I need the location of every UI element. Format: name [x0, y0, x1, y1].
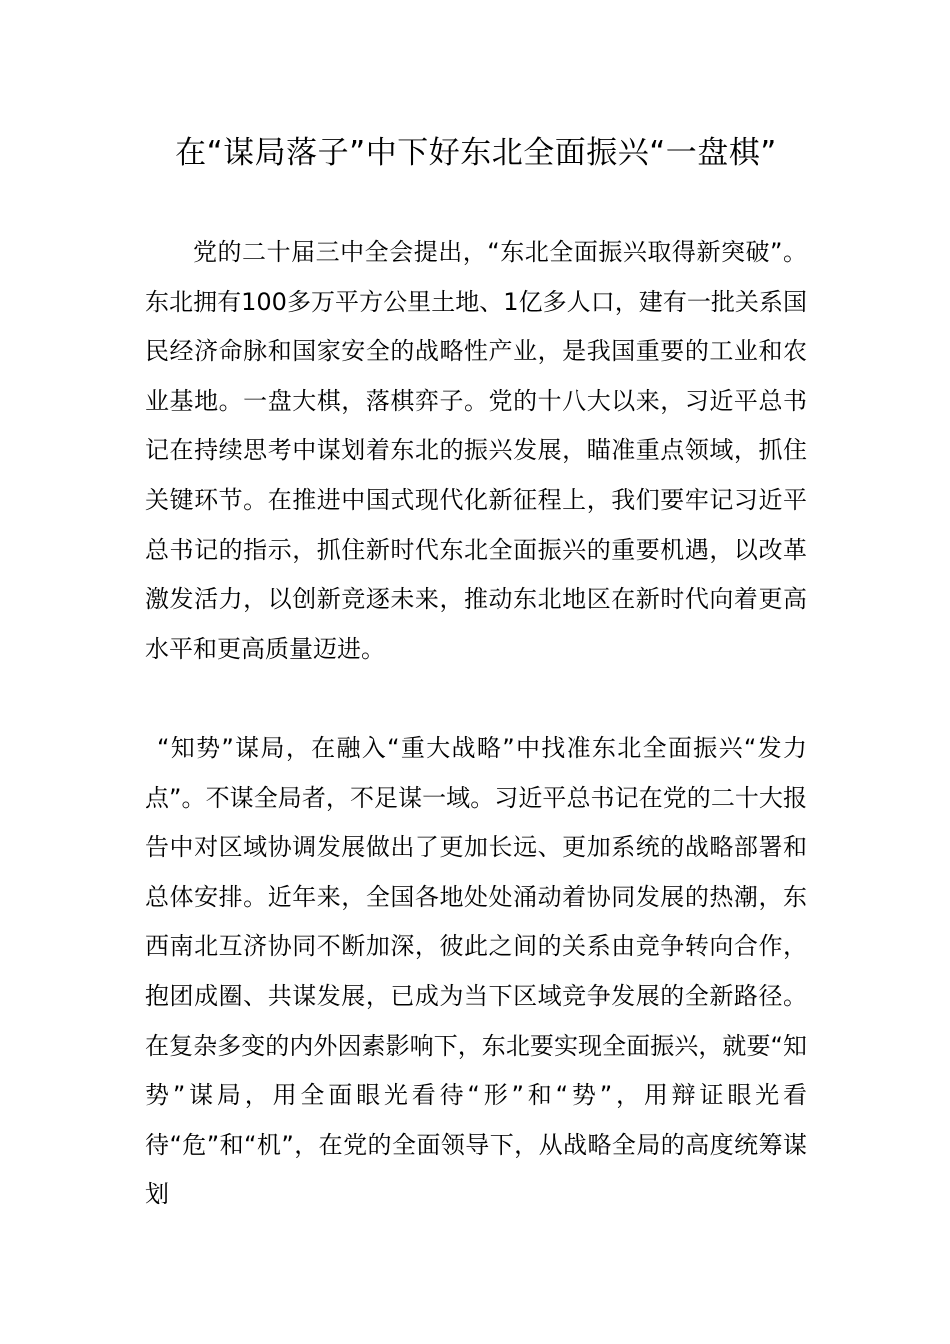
document-title: 在“谋局落子”中下好东北全面振兴“一盘棋” [175, 135, 777, 171]
paragraph-zhishi-mouju: “知势”谋局，在融入“重大战略”中找准东北全面振兴“发力点”。不谋全局者，不足谋一域。习近平总书记在党的二十大报告中对区域协调发展做出了更加长远、更加系统的战略部署和总体安排。近年来，全国各地处处涌动着协同发展的热潮，东西南北互济协同不断加深，彼此之间的关系由竞争转向合作，抱团成圈、共谋发展，已成为当下区域竞争发展的全新路径。在复杂多变的内外因素影响下，东北要实现全面振兴，就要“知势”谋局，用全面眼光看待“形”和“势”，用辩证眼光看待“危”和“机”，在党的全面领导下，从战略全局的高度统筹谋划 [145, 734, 807, 1209]
paragraph-intro: 党的二十届三中全会提出，“东北全面振兴取得新突破”。东北拥有100多万平方公里土地、1亿多人口，建有一批关系国民经济命脉和国家安全的战略性产业，是我国重要的工业和农业基地。一盘大棋，落棋弈子。党的十八大以来，习近平总书记在持续思考中谋划着东北的振兴发展，瞄准重点领域，抓住关键环节。在推进中国式现代化新征程上，我们要牢记习近平总书记的指示，抓住新时代东北全面振兴的重要机遇，以改革激发活力，以创新竞逐未来，推动东北地区在新时代向着更高水平和更高质量迈进。 [145, 238, 807, 663]
